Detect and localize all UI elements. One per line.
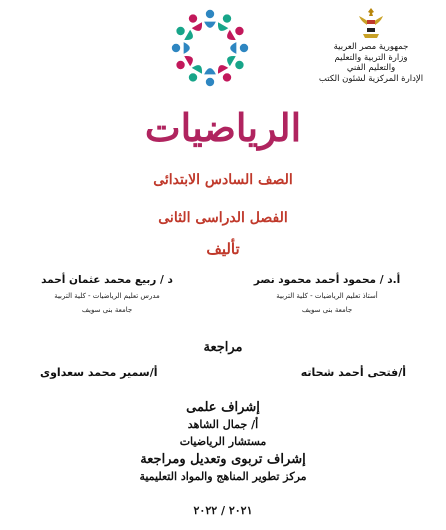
reviewer-name-2: أ/سمير محمد سعداوى (40, 366, 158, 379)
ministry-line-4: الإدارة المركزية لشئون الكتب (318, 73, 424, 84)
ministry-line-1: جمهورية مصر العربية (333, 42, 409, 52)
supervisor-name: أ/ جمال الشاهد (187, 418, 259, 431)
ministry-line-3: والتعليم الفني (346, 63, 396, 73)
people-circle-logo-icon (168, 6, 252, 90)
grade-label: الصف السادس الابتدائى (153, 172, 293, 188)
curriculum-center-label: مركز تطوير المناهج والمواد التعليمية (139, 470, 307, 483)
author-card-2 (32, 274, 182, 314)
term-label: الفصل الدراسى الثانى (158, 210, 288, 226)
author-name: أ.د / محمود أحمد محمود نصر (253, 274, 401, 286)
author-position: مدرس تعليم الرياضيات - كلية التربية (54, 292, 160, 300)
author-university: جامعة بنى سويف (81, 306, 133, 314)
authored-by-label: تأليف (206, 240, 240, 258)
reviewer-name-1: أ/فتحى أحمد شحاته (300, 366, 406, 379)
author-position: أستاذ تعليم الرياضيات - كلية التربية (276, 292, 378, 300)
ministry-line-2: وزارة التربية والتعليم (334, 52, 408, 63)
author-card-1 (252, 274, 402, 314)
egypt-eagle-emblem-icon (357, 6, 385, 40)
supervisor-title: مستشار الرياضيات (179, 435, 267, 448)
pedagogical-supervision-heading: إشراف تربوى وتعديل ومراجعة (140, 452, 306, 467)
scientific-supervision-heading: إشراف علمى (186, 400, 260, 415)
book-title: الرياضيات (144, 105, 302, 150)
ministry-header (306, 6, 436, 84)
author-name: د / ربيع محمد عثمان أحمد (41, 274, 173, 286)
academic-years: ٢٠٢١ / ٢٠٢٢ (193, 504, 253, 517)
author-university: جامعة بنى سويف (301, 306, 353, 314)
review-heading: مراجعة (203, 340, 243, 355)
